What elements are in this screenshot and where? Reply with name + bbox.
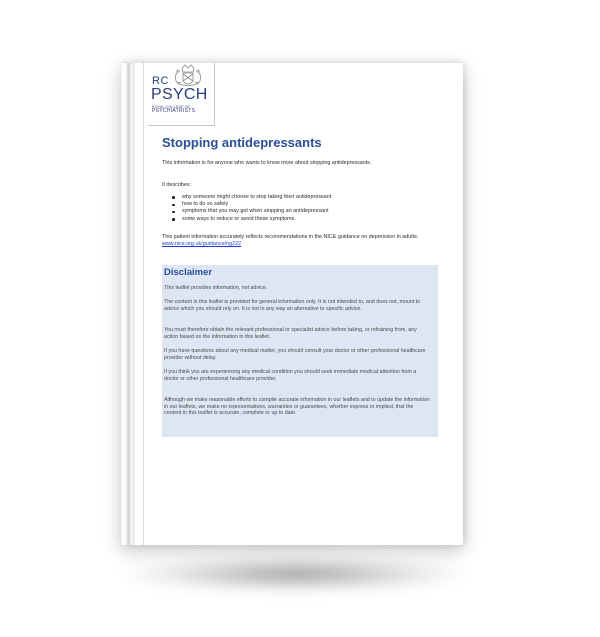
intro-paragraph: This information is for anyone who wants to know more about stopping antidepressants. [162, 160, 372, 166]
logo-subtitle-line2: PSYCHIATRISTS [152, 108, 196, 114]
list-item: why someone might choose to stop taking their antidepressant [172, 194, 331, 201]
nice-paragraph [162, 234, 424, 248]
disclaimer-box [162, 265, 438, 437]
cover-page [148, 63, 463, 545]
nice-text: This patient information accurately reflects recommendations in the NICE guidance on depression in adults: [162, 234, 419, 240]
disclaimer-paragraph: Although we make reasonable efforts to compile accurate information in our leaflets and to update the information in our leaflets, we make no representations, warranties or guarantees, whether express or implied, that the content in this leaflet is accurate, complete or up to date. [164, 397, 430, 417]
describes-list [172, 194, 331, 223]
leaflet-cover [121, 62, 463, 545]
logo-psych-text: PSYCH [151, 86, 208, 103]
disclaimer-paragraph: This leaflet provides information, not advice. [164, 285, 268, 291]
nice-guidance-link[interactable]: www.nice.org.uk/guidance/ng222 [162, 241, 242, 248]
logo-subtitle-line1: ROYAL COLLEGE OF [152, 105, 191, 109]
disclaimer-paragraph: The content in this leaflet is provided for general information only. It is not intended to, and does not, mount to advice which you should rely on. It is not in any way an alternative to specific advice. [164, 299, 421, 312]
list-item: some ways to reduce or avoid these symptoms. [172, 216, 331, 223]
logo-rc-text: RC [152, 75, 169, 87]
list-item: how to do so safely [172, 201, 331, 208]
disclaimer-paragraph: You must therefore obtain the relevant professional or specialist advice before taking, or refraining from, any action based on the information in this leaflet. [164, 327, 417, 340]
drop-shadow [120, 556, 470, 592]
spine [121, 63, 135, 545]
page-title: Stopping antidepressants [162, 135, 322, 150]
disclaimer-paragraph: If you think you are experiencing any medical condition you should seek immediate medical attention from a doctor or other professional healthcare provider. [164, 369, 417, 382]
spine-crease [143, 63, 144, 545]
rcpsych-logo [148, 63, 215, 126]
list-item: symptoms that you may get when stopping an antidepressant [172, 208, 331, 215]
disclaimer-title: Disclaimer [164, 267, 213, 278]
describes-label: It describes: [162, 182, 192, 188]
disclaimer-paragraph: If you have questions about any medical matter, you should consult your doctor or other professional healthcare provider without delay. [164, 348, 426, 361]
